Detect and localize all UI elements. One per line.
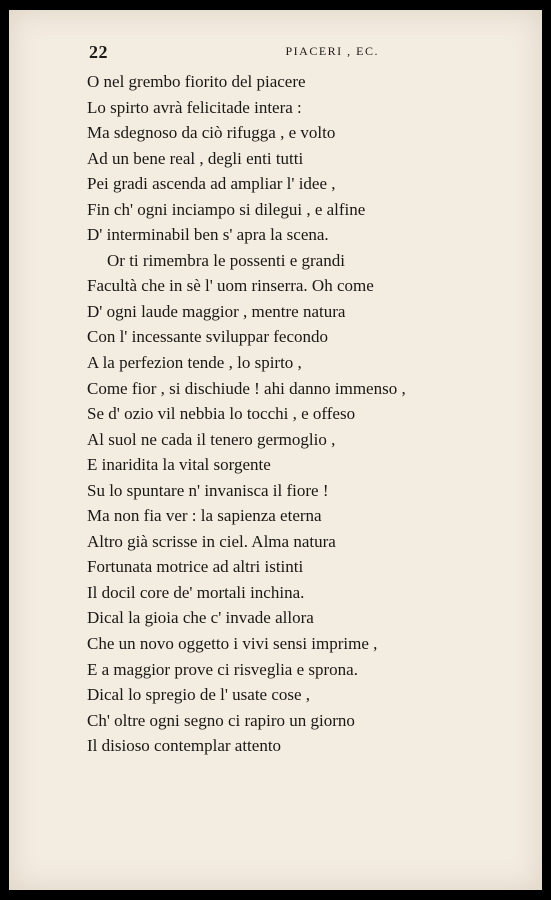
poem-line: Se d' ozio vil nebbia lo tocchi , e offeso bbox=[87, 404, 356, 424]
poem-line: Dical la gioia che c' invade allora bbox=[87, 608, 314, 628]
poem-text bbox=[87, 69, 527, 759]
poem-line: Con l' incessante sviluppar fecondo bbox=[87, 327, 329, 347]
poem-line: Ch' oltre ogni segno ci rapiro un giorno bbox=[87, 710, 355, 730]
poem-line: Ma sdegnoso da ciò rifugga , e volto bbox=[87, 123, 336, 143]
poem-line: Pei gradi ascenda ad ampliar l' idee , bbox=[87, 174, 336, 194]
poem-line: Lo spirto avrà felicitade intera : bbox=[87, 97, 302, 117]
poem-line: Ad un bene real , degli enti tutti bbox=[87, 148, 304, 168]
page-header bbox=[89, 42, 379, 62]
poem-line: A la perfezion tende , lo spirto , bbox=[87, 353, 302, 373]
poem-line: D' interminabil ben s' apra la scena. bbox=[87, 225, 329, 245]
poem-line: Su lo spuntare n' invanisca il fiore ! bbox=[87, 480, 329, 500]
poem-line: Dical lo spregio de l' usate cose , bbox=[87, 685, 311, 705]
running-head: PIACERI , EC. bbox=[285, 44, 379, 58]
poem-line: Come fior , si dischiude ! ahi danno immenso , bbox=[87, 378, 406, 398]
poem-line: O nel grembo fiorito del piacere bbox=[87, 72, 306, 91]
book-page bbox=[9, 10, 542, 890]
poem-line: Fin ch' ogni inciampo si dilegui , e alfine bbox=[87, 199, 366, 219]
poem-line-indented: Or ti rimembra le possenti e grandi bbox=[107, 250, 345, 270]
poem-line: Al suol ne cada il tenero germoglio , bbox=[87, 429, 336, 449]
poem-line: Facultà che in sè l' uom rinserra. Oh come bbox=[87, 276, 374, 296]
poem-line: Altro già scrisse in ciel. Alma natura bbox=[87, 531, 336, 551]
poem-line: D' ogni laude maggior , mentre natura bbox=[87, 301, 346, 321]
poem-line: Il docil core de' mortali inchina. bbox=[87, 582, 305, 602]
poem-line: Che un novo oggetto i vivi sensi imprime , bbox=[87, 634, 378, 654]
poem-line: Ma non fia ver : la sapienza eterna bbox=[87, 506, 322, 526]
poem-line: E inaridita la vital sorgente bbox=[87, 455, 271, 475]
poem-line: Fortunata motrice ad altri istinti bbox=[87, 557, 304, 577]
poem-line: E a maggior prove ci risveglia e sprona. bbox=[87, 659, 358, 679]
page-number: 22 bbox=[89, 42, 108, 62]
poem-line: Il disioso contemplar attento bbox=[87, 736, 282, 756]
